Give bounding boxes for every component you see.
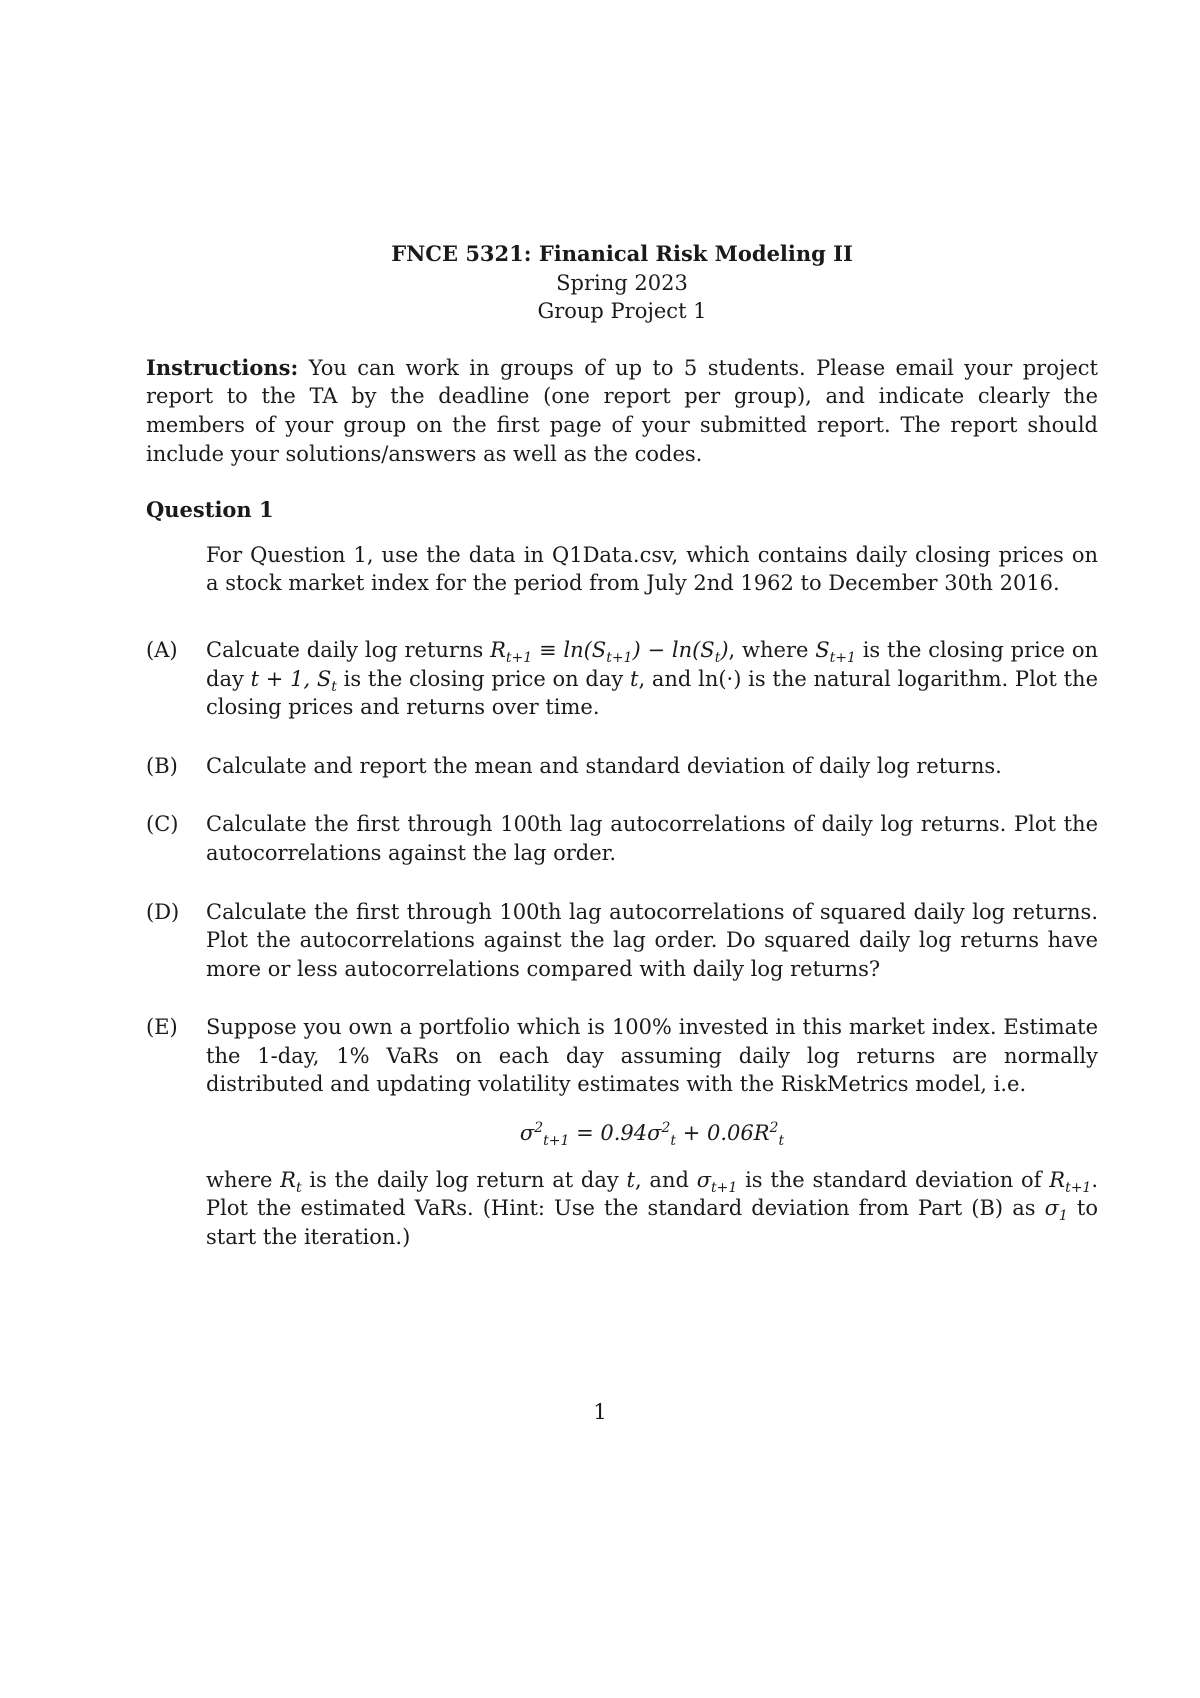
- symbol-t-plus-1: t + 1, $S_t$: [250, 666, 337, 695]
- part-b: [146, 752, 1098, 781]
- instructions-paragraph: [146, 354, 1098, 468]
- formula-log-return: $R_{t+1} \equiv \ln(S_{t+1}) - \ln(S_t)$: [490, 637, 729, 667]
- question-1-heading: Question 1: [146, 497, 274, 523]
- part-d-label: (D): [146, 899, 180, 924]
- part-e-where-text: [206, 1166, 1098, 1252]
- part-c-label: (C): [146, 812, 179, 837]
- part-b-label: (B): [146, 753, 178, 778]
- part-e: [146, 1013, 1098, 1251]
- part-e-where-4: is the standard deviation of: [737, 1167, 1050, 1192]
- part-c-text: Calculate the first through 100th lag autocorrelations of daily log returns. Plot the autocorrelations against the lag order.: [206, 812, 1098, 865]
- symbol-r-t: $R_t$: [280, 1167, 302, 1196]
- instructions-text: You can work in groups of up to 5 students. Please email your project report to the TA by the deadline (one report per group), and indicate clearly the members of your group on the first page of your submitted report. The report should include your solutions/answers as well as the codes.: [146, 355, 1098, 466]
- document-title: FNCE 5321: Finanical Risk Modeling II: [391, 241, 853, 266]
- part-a-text-4: is the closing price on day: [336, 666, 630, 691]
- symbol-t-2: t: [626, 1167, 635, 1192]
- part-a-text-2: , where: [728, 637, 816, 662]
- part-c: [146, 810, 1098, 867]
- part-e-where-2: is the daily log return at day: [301, 1167, 627, 1192]
- project-name: Group Project 1: [537, 299, 707, 324]
- part-e-body: [206, 1013, 1098, 1251]
- part-e-where-1: where: [206, 1167, 281, 1192]
- document-page: [146, 240, 1098, 1251]
- part-d-text: Calculate the first through 100th lag autocorrelations of squared daily log returns. Plot the autocorrelations against the lag order. Do squared daily log returns have more or less autocorrelations compared with daily log returns?: [206, 899, 1098, 981]
- part-a: [146, 636, 1098, 722]
- part-a-text-1: Calcuate daily log returns: [206, 637, 491, 662]
- part-e-where-5: . Plot the estimated VaRs. (Hint: Use the standard deviation from Part (B) as: [206, 1167, 1099, 1221]
- semester: Spring 2023: [556, 270, 688, 295]
- part-d: [146, 898, 1098, 984]
- part-a-text-3: is the closing price on day: [206, 637, 1098, 691]
- part-e-text: Suppose you own a portfolio which is 100% invested in this market index. Estimate the 1-day, 1% VaRs on each day assuming daily log returns are normally distributed and updating volatility estimates with the RiskMetrics model, i.e.: [206, 1015, 1098, 1097]
- riskmetrics-equation: $\sigma^2_{t+1} = 0.94\sigma^2_t + 0.06R^2_t$: [519, 1120, 785, 1150]
- symbol-r-t1: $R_{t+1}$: [1049, 1167, 1092, 1196]
- page-number: 1: [593, 1400, 607, 1424]
- part-e-where-3: , and: [634, 1167, 697, 1192]
- part-e-label: (E): [146, 1015, 178, 1040]
- question-1-intro: For Question 1, use the data in Q1Data.csv, which contains daily closing prices on a stock market index for the period from July 2nd 1962 to December 30th 2016.: [206, 542, 1098, 596]
- part-e-where-6: to start the iteration.): [206, 1196, 1098, 1249]
- instructions-label: Instructions:: [146, 354, 299, 380]
- part-a-label: (A): [146, 637, 178, 662]
- part-b-text: Calculate and report the mean and standard deviation of daily log returns.: [206, 753, 1002, 778]
- symbol-sigma-1: $\sigma_1$: [1044, 1196, 1068, 1225]
- part-a-text: [206, 636, 1098, 722]
- symbol-s-t1: $S_{t+1}$: [815, 637, 856, 667]
- symbol-sigma-t1: $\sigma_{t+1}$: [696, 1167, 738, 1196]
- part-a-text-5: , and ln(·) is the natural logarithm. Plot the closing prices and returns over time.: [206, 666, 1098, 720]
- symbol-t: t: [630, 666, 639, 691]
